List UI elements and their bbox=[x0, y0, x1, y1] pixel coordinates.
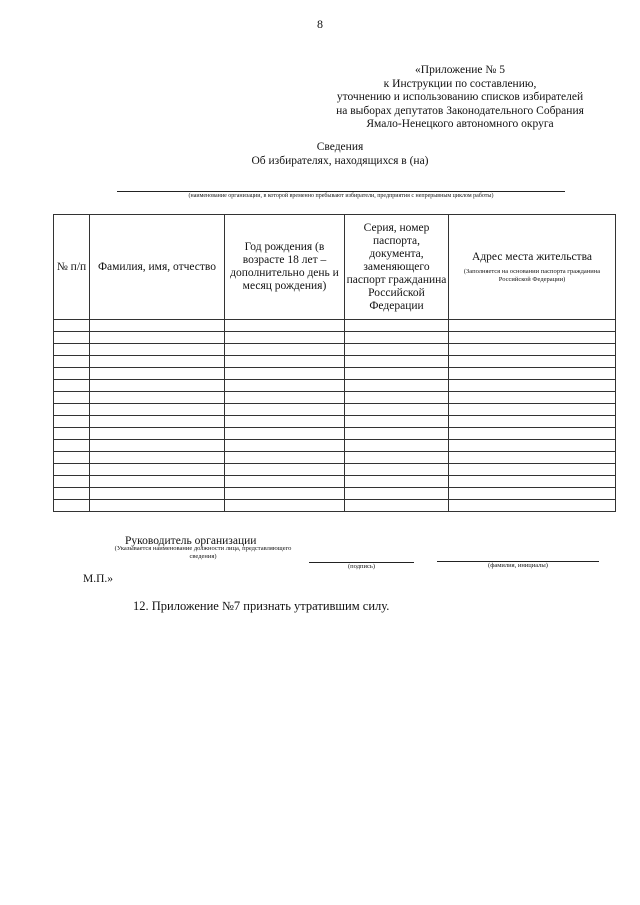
table-cell bbox=[345, 452, 449, 464]
table-row bbox=[54, 428, 616, 440]
table-cell bbox=[345, 476, 449, 488]
table-cell bbox=[54, 428, 90, 440]
table-header-row bbox=[54, 215, 616, 320]
table-cell bbox=[345, 368, 449, 380]
table-cell bbox=[54, 368, 90, 380]
table-cell bbox=[345, 356, 449, 368]
table-cell bbox=[90, 392, 225, 404]
table-cell bbox=[225, 392, 345, 404]
table-cell bbox=[449, 416, 616, 428]
table-cell bbox=[345, 320, 449, 332]
table-cell bbox=[90, 404, 225, 416]
table-cell bbox=[345, 428, 449, 440]
appendix-line: к Инструкции по составлению, bbox=[383, 77, 537, 90]
table-cell bbox=[449, 332, 616, 344]
title-line: Об избирателях, находящихся в (на) bbox=[251, 154, 429, 167]
appendix-line: на выборах депутатов Законодательного Собрания bbox=[336, 104, 584, 117]
table-cell bbox=[345, 488, 449, 500]
table-cell bbox=[345, 416, 449, 428]
table-cell bbox=[449, 404, 616, 416]
table-cell bbox=[449, 392, 616, 404]
table-cell bbox=[449, 500, 616, 512]
header-address-label: Адрес места жительства bbox=[472, 250, 592, 263]
name-caption: (фамилия, инициалы) bbox=[488, 562, 548, 569]
title-line: Сведения bbox=[316, 141, 364, 153]
table-cell bbox=[54, 392, 90, 404]
table-row bbox=[54, 368, 616, 380]
table-cell bbox=[90, 464, 225, 476]
table-cell bbox=[225, 452, 345, 464]
table-cell bbox=[449, 380, 616, 392]
table-row bbox=[54, 440, 616, 452]
header-birth: Год рождения (в возрасте 18 лет – дополнительно день и месяц рождения) bbox=[225, 215, 345, 320]
table-cell bbox=[345, 440, 449, 452]
appendix-line: уточнению и использованию списков избирателей bbox=[336, 91, 584, 103]
table-cell bbox=[54, 476, 90, 488]
appendix-line: Ямало-Ненецкого автономного округа bbox=[366, 118, 554, 130]
table-cell bbox=[345, 464, 449, 476]
table-cell bbox=[225, 464, 345, 476]
table-cell bbox=[90, 428, 225, 440]
table-cell bbox=[54, 320, 90, 332]
table-cell bbox=[345, 344, 449, 356]
table-cell bbox=[225, 344, 345, 356]
table-cell bbox=[225, 428, 345, 440]
table-cell bbox=[54, 404, 90, 416]
table-cell bbox=[449, 320, 616, 332]
point-12: 12. Приложение №7 признать утратившим силу. bbox=[133, 599, 390, 613]
table-cell bbox=[54, 416, 90, 428]
chief-label: Руководитель организации bbox=[125, 535, 257, 547]
page-number: 8 bbox=[317, 17, 323, 31]
table-cell bbox=[54, 488, 90, 500]
table-cell bbox=[345, 380, 449, 392]
table-cell bbox=[449, 368, 616, 380]
table-cell bbox=[449, 440, 616, 452]
table-cell bbox=[54, 440, 90, 452]
header-passport: Серия, номер паспорта, документа, заменяющего паспорт гражданина Российской Федерации bbox=[345, 215, 449, 320]
header-num: № п/п bbox=[54, 215, 90, 320]
appendix-line: «Приложение № 5 bbox=[415, 64, 505, 76]
table-cell bbox=[90, 320, 225, 332]
table-cell bbox=[54, 452, 90, 464]
table-cell bbox=[225, 404, 345, 416]
header-address-note: (Заполняется на основании паспорта гражданина Российской Федерации) bbox=[463, 267, 601, 283]
table-cell bbox=[54, 344, 90, 356]
table-cell bbox=[90, 452, 225, 464]
table-cell bbox=[54, 380, 90, 392]
table-row bbox=[54, 416, 616, 428]
voters-table bbox=[53, 214, 616, 512]
stamp-placeholder: М.П.» bbox=[83, 573, 114, 585]
table-cell bbox=[225, 380, 345, 392]
table-cell bbox=[225, 500, 345, 512]
table-cell bbox=[449, 476, 616, 488]
table-cell bbox=[345, 392, 449, 404]
table-row bbox=[54, 488, 616, 500]
table-row bbox=[54, 320, 616, 332]
table-cell bbox=[449, 464, 616, 476]
table-cell bbox=[225, 332, 345, 344]
table-cell bbox=[54, 332, 90, 344]
table-body bbox=[54, 320, 616, 512]
chief-caption: (Указывается наименование должности лица, представляющего сведения) bbox=[114, 545, 292, 560]
table-cell bbox=[225, 416, 345, 428]
table-cell bbox=[345, 404, 449, 416]
table-row bbox=[54, 464, 616, 476]
header-address bbox=[449, 215, 616, 320]
table-cell bbox=[90, 380, 225, 392]
organization-caption: (наименование организации, в которой временно пребывают избиратели, предприятия с непрерывным циклом работы) bbox=[188, 193, 494, 199]
table-row bbox=[54, 332, 616, 344]
table-row bbox=[54, 500, 616, 512]
table-row bbox=[54, 344, 616, 356]
table-cell bbox=[54, 500, 90, 512]
table-row bbox=[54, 380, 616, 392]
table-cell bbox=[90, 500, 225, 512]
table-cell bbox=[90, 416, 225, 428]
table-cell bbox=[90, 476, 225, 488]
table-row bbox=[54, 476, 616, 488]
table-cell bbox=[225, 440, 345, 452]
table-cell bbox=[90, 488, 225, 500]
header-name: Фамилия, имя, отчество bbox=[90, 215, 225, 320]
table-cell bbox=[90, 332, 225, 344]
organization-fill-line bbox=[117, 191, 565, 192]
table-cell bbox=[449, 356, 616, 368]
signature-caption: (подпись) bbox=[348, 563, 375, 570]
table-cell bbox=[54, 356, 90, 368]
table-cell bbox=[90, 344, 225, 356]
table-cell bbox=[90, 356, 225, 368]
table-cell bbox=[54, 464, 90, 476]
table-cell bbox=[225, 368, 345, 380]
table-cell bbox=[90, 440, 225, 452]
table-row bbox=[54, 404, 616, 416]
table-cell bbox=[449, 452, 616, 464]
table-cell bbox=[225, 488, 345, 500]
table-cell bbox=[225, 476, 345, 488]
table-cell bbox=[90, 368, 225, 380]
table-cell bbox=[225, 356, 345, 368]
table-row bbox=[54, 392, 616, 404]
document-title bbox=[180, 141, 500, 168]
table-cell bbox=[449, 344, 616, 356]
table-row bbox=[54, 356, 616, 368]
table-cell bbox=[225, 320, 345, 332]
table-cell bbox=[449, 428, 616, 440]
table-cell bbox=[345, 500, 449, 512]
table-cell bbox=[345, 332, 449, 344]
table-cell bbox=[449, 488, 616, 500]
appendix-header bbox=[300, 64, 620, 132]
table-row bbox=[54, 452, 616, 464]
